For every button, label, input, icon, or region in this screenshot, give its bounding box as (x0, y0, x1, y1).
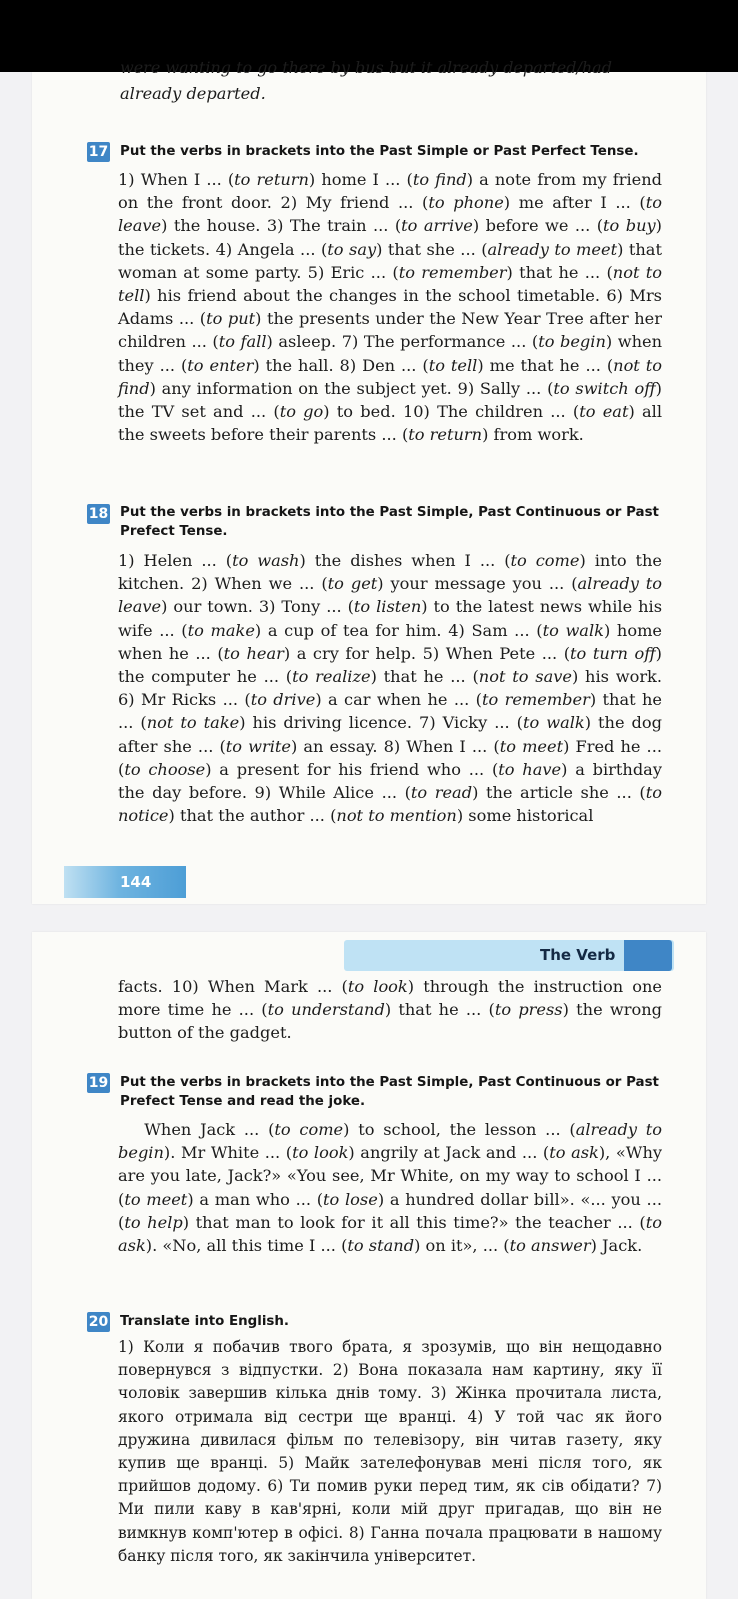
section-header-tab (624, 940, 672, 971)
previous-exercise-tail: already departed. (120, 84, 266, 103)
exercise-17-body: 1) When I ... (to return) home I ... (to find) a note from my friend on the front door. 2) My friend ... (to phone) me after I ... (to leave) the house. 3) The train ... (to arrive) before we ... (to buy) the tickets. 4) Angela ... (to say) that she ... (already to meet) that woman at some party. 5) Eric ... (to remember) that he ... (not to tell) his friend about the changes in the school timetable. 6) Mrs Adams ... (to put) the presents under the New Year Tree after her children ... (to fall) asleep. 7) The performance ... (to begin) when they ... (to enter) the hall. 8) Den ... (to tell) me that he ... (not to find) any information on the subject yet. 9) Sally ... (to switch off) the TV set and ... (to go) to bed. 10) The children ... (to eat) all the sweets before their parents ... (to return) from work. (118, 170, 663, 445)
exercise-18-heading: Put the verbs in brackets into the Past Simple, Past Continuous or Past Prefect Tense. (120, 505, 659, 539)
exercise-20-number: 20 (88, 1314, 109, 1330)
cut-off-line: were wanting to go there by bus but it already departed/had (120, 58, 612, 77)
exercise-19-number: 19 (88, 1075, 109, 1091)
page-number: 144 (120, 873, 152, 891)
exercise-19-body: When Jack ... (to come) to school, the lesson ... (already to begin). Mr White ... (to look) angrily at Jack and ... (to ask), «Why are you late, Jack?» «You see, Mr White, on my way to school I ... (to meet) a man who ... (to lose) a hundred dollar bill». «... you ... (to help) that man to look for it all this time?» the teacher ... (to ask). «No, all this time I ... (to stand) on it», ... (to answer) Jack. (118, 1120, 663, 1256)
exercise-19-heading: Put the verbs in brackets into the Past Simple, Past Continuous or Past Prefect Tense and read the joke. (120, 1075, 659, 1109)
exercise-18-number: 18 (88, 506, 109, 522)
exercise-17-heading: Put the verbs in brackets into the Past Simple or Past Perfect Tense. (120, 144, 639, 159)
exercise-18-continuation: facts. 10) When Mark ... (to look) through the instruction one more time he ... (to understand) that he ... (to press) the wrong button of the gadget. (118, 977, 663, 1043)
exercise-18-body: 1) Helen ... (to wash) the dishes when I ... (to come) into the kitchen. 2) When we ... (to get) your message you ... (already to leave) our town. 3) Tony ... (to listen) to the latest news while his wife ... (to make) a cup of tea for him. 4) Sam ... (to walk) home when he ... (to hear) a cry for help. 5) When Pete ... (to turn off) the computer he ... (to realize) that he ... (not to save) his work. 6) Mr Ricks ... (to drive) a car when he ... (to remember) that he ... (not to take) his driving licence. 7) Vicky ... (to walk) the dog after she ... (to write) an essay. 8) When I ... (to meet) Fred he ... (to choose) a present for his friend who ... (to have) a birthday the day before. 9) While Alice ... (to read) the article she ... (to notice) that the author ... (not to mention) some historical (118, 551, 663, 826)
exercise-20-heading: Translate into English. (120, 1314, 289, 1329)
section-title: The Verb (540, 946, 616, 964)
exercise-20-body: 1) Коли я побачив твого брата, я зрозумів, що він нещодавно повернувся з відпустки. 2) Вона показала нам картину, яку її чоловік завершив кілька днів тому. 3) Жінка прочитала листа, якого отримала від сестри ще вранці. 4) У той час як його дружина дивилася фільм по телевізору, він читав газету, яку купив ще вранці. 5) Майк зателефонував мені після того, як прийшов додому. 6) Ти помив руки перед тим, як сів обідати? 7) Ми пили каву в кав'ярні, коли мій друг пригадав, що він не вимкнув комп'ютер в офісі. 8) Ганна почала працювати в нашому банку після того, як закінчила університет. (118, 1338, 662, 1565)
exercise-17-number: 17 (88, 144, 109, 160)
